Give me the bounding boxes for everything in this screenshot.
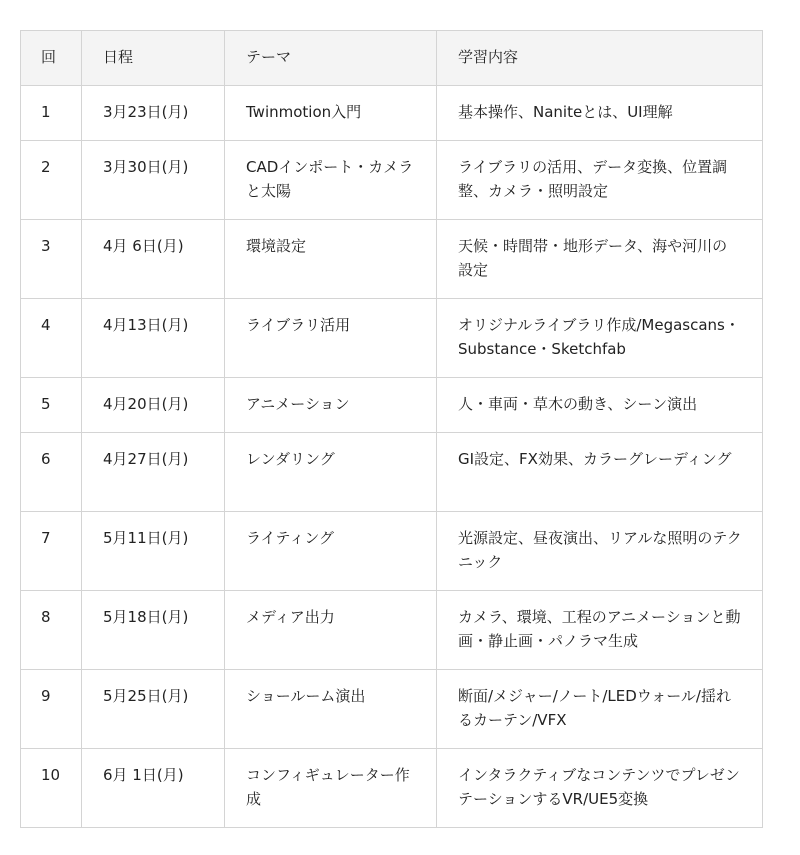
table-row [21,512,763,591]
table-row [21,299,763,378]
theme-cell: CADインポート・カメラと太陽 [225,141,437,220]
session-number-cell: 6 [21,433,82,512]
theme-cell: ライブラリ活用 [225,299,437,378]
theme-cell: ライティング [225,512,437,591]
content-cell: 天候・時間帯・地形データ、海や河川の設定 [437,220,763,299]
table-row [21,433,763,512]
content-cell: ライブラリの活用、データ変換、位置調整、カメラ・照明設定 [437,141,763,220]
table-row [21,141,763,220]
session-number-cell: 10 [21,749,82,828]
table-row [21,749,763,828]
table-row [21,378,763,433]
session-number-cell: 9 [21,670,82,749]
session-number-cell: 2 [21,141,82,220]
session-number-cell: 1 [21,86,82,141]
content-cell: インタラクティブなコンテンツでプレゼンテーションするVR/UE5変換 [437,749,763,828]
schedule-table-container [20,30,762,828]
date-cell: 3月23日(月) [82,86,225,141]
content-cell: 断面/メジャー/ノート/LEDウォール/揺れるカーテン/VFX [437,670,763,749]
table-row [21,86,763,141]
theme-cell: Twinmotion入門 [225,86,437,141]
theme-cell: アニメーション [225,378,437,433]
content-cell: 人・車両・草木の動き、シーン演出 [437,378,763,433]
date-cell: 4月27日(月) [82,433,225,512]
session-number-cell: 7 [21,512,82,591]
date-cell: 3月30日(月) [82,141,225,220]
date-cell: 5月18日(月) [82,591,225,670]
theme-cell: メディア出力 [225,591,437,670]
theme-cell: レンダリング [225,433,437,512]
date-cell: 4月20日(月) [82,378,225,433]
session-number-cell: 8 [21,591,82,670]
table-row [21,670,763,749]
date-cell: 5月25日(月) [82,670,225,749]
content-cell: GI設定、FX効果、カラーグレーディング [437,433,763,512]
content-cell: 光源設定、昼夜演出、リアルな照明のテクニック [437,512,763,591]
date-cell: 4月 6日(月) [82,220,225,299]
table-row [21,591,763,670]
theme-cell: 環境設定 [225,220,437,299]
date-cell: 6月 1日(月) [82,749,225,828]
session-number-cell: 5 [21,378,82,433]
table-header-row [21,31,763,86]
content-cell: カメラ、環境、工程のアニメーションと動画・静止画・パノラマ生成 [437,591,763,670]
session-number-cell: 3 [21,220,82,299]
date-cell: 5月11日(月) [82,512,225,591]
table-row [21,220,763,299]
header-session-number: 回 [21,31,82,86]
header-theme: テーマ [225,31,437,86]
date-cell: 4月13日(月) [82,299,225,378]
schedule-table [20,30,763,828]
content-cell: オリジナルライブラリ作成/Megascans・Substance・Sketchfab [437,299,763,378]
theme-cell: ショールーム演出 [225,670,437,749]
header-learning-content: 学習内容 [437,31,763,86]
session-number-cell: 4 [21,299,82,378]
content-cell: 基本操作、Naniteとは、UI理解 [437,86,763,141]
theme-cell: コンフィギュレーター作成 [225,749,437,828]
header-schedule: 日程 [82,31,225,86]
